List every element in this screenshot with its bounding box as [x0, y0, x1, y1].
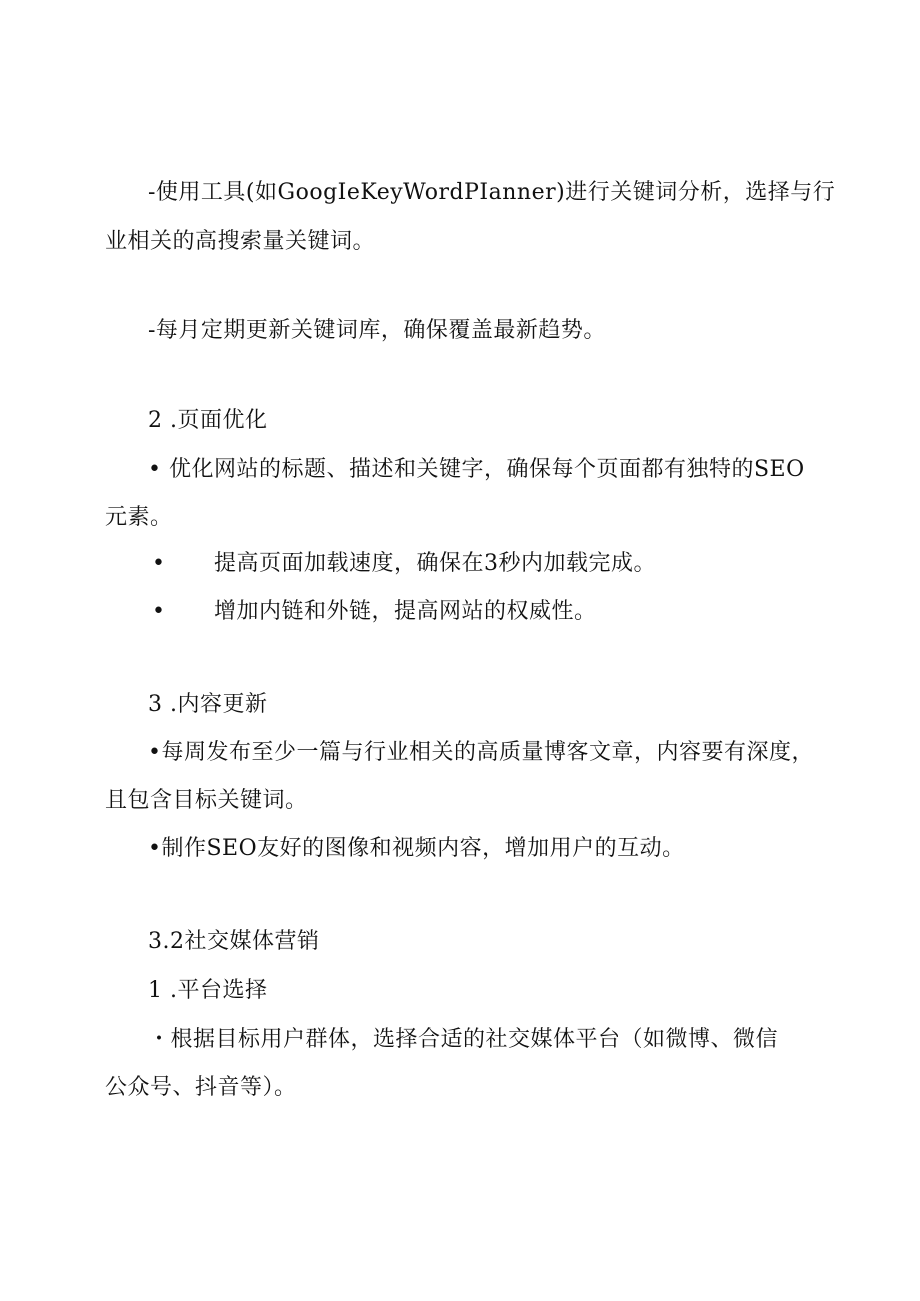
keyword-update-line: -每月定期更新关键词库，确保覆盖最新趋势。: [148, 318, 606, 343]
keyword-tool-line-2: 业相关的高搜索量关键词。: [105, 229, 376, 254]
platform-bullet-line-2: 公众号、抖音等）。: [105, 1075, 297, 1100]
page-opt-bullet-1-line-2: 元素。: [105, 505, 173, 530]
content-bullet-1-line-1: •每周发布至少一篇与行业相关的高质量博客文章，内容要有深度，: [148, 740, 814, 765]
page-opt-bullet-2-text: 提高页面加载速度，确保在3秒内加载完成。: [214, 551, 656, 576]
page-optimization-heading: 2 .页面优化: [148, 408, 268, 433]
content-update-heading: 3 .内容更新: [148, 692, 268, 717]
social-media-heading: 3.2社交媒体营销: [148, 929, 320, 954]
page-opt-bullet-1-line-1: • 优化网站的标题、描述和关键字，确保每个页面都有独特的SEO: [148, 457, 805, 482]
bullet-marker: •: [152, 599, 165, 624]
content-bullet-1-line-2: 且包含目标关键词。: [105, 788, 308, 813]
platform-bullet-line-1: ・根据目标用户群体，选择合适的社交媒体平台（如微博、微信: [148, 1027, 779, 1052]
content-bullet-2-line: •制作SEO友好的图像和视频内容，增加用户的互动。: [148, 836, 685, 861]
platform-selection-subheading: 1 .平台选择: [148, 978, 268, 1003]
page-opt-bullet-3-text: 增加内链和外链，提高网站的权威性。: [214, 599, 597, 624]
keyword-tool-line-1: -使用工具(如GoogIeKeyWordPIanner)进行关键词分析，选择与行: [148, 180, 836, 205]
bullet-marker: •: [152, 551, 165, 576]
